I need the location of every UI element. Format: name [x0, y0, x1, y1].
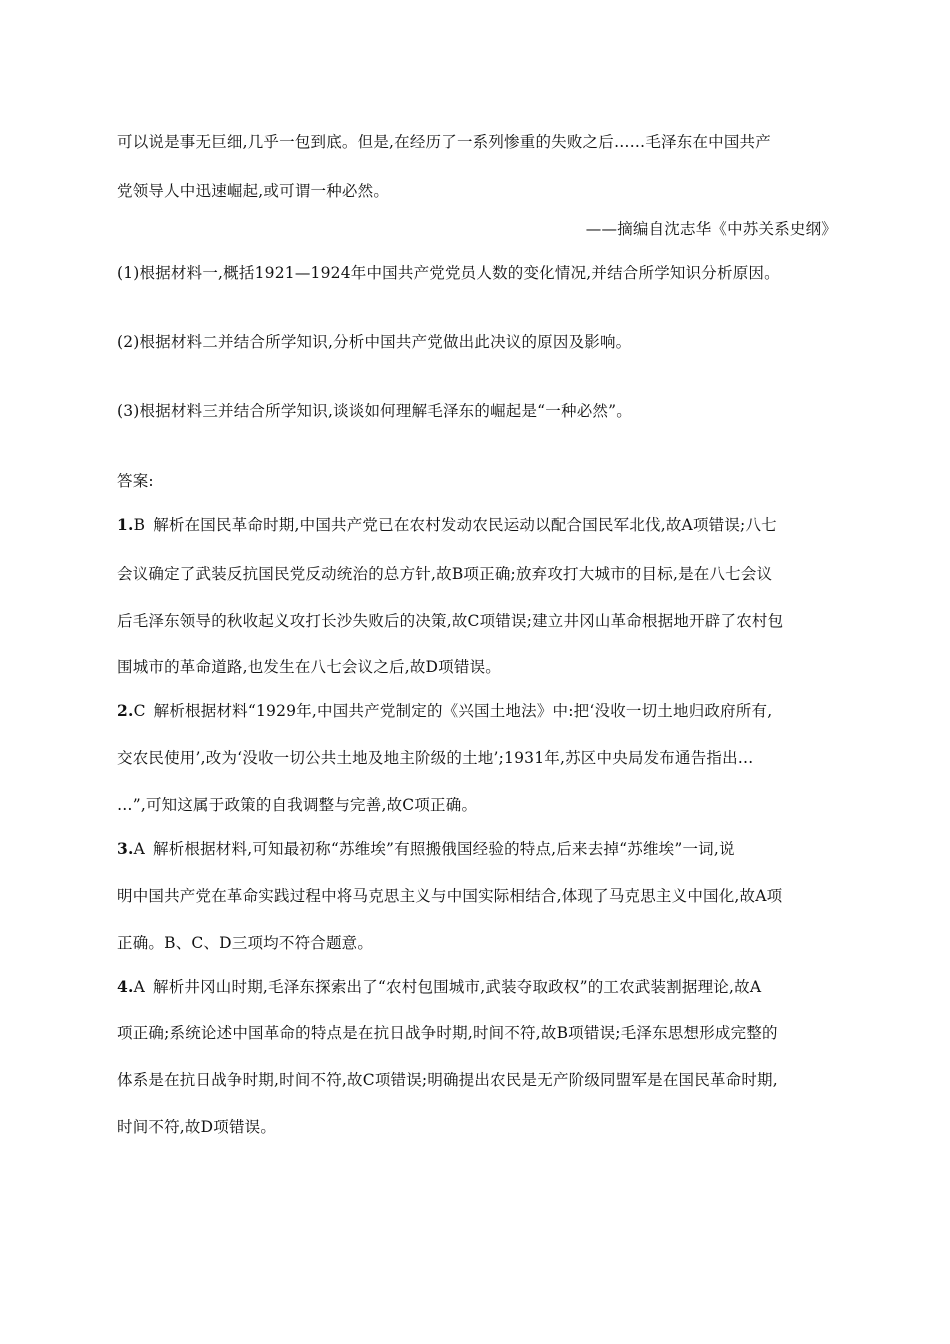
answer-1-line: 围城市的革命道路,也发生在八七会议之后,故D项错误。 — [117, 658, 501, 676]
answer-explanation: 解析井冈山时期,毛泽东探索出了“农村包围城市,武装夺取政权”的工农武装割据理论,故A — [153, 978, 762, 996]
answer-2-line — [117, 700, 837, 722]
answer-explanation: 解析在国民革命时期,中国共产党已在农村发动农民运动以配合国民军北伐,故A项错误;八七 — [153, 516, 777, 534]
material-source: ——摘编自沈志华《中苏关系史纲》 — [585, 220, 837, 238]
question-1: (1)根据材料一,概括1921—1924年中国共产党党员人数的变化情况,并结合所学知识分析原因。 — [117, 264, 780, 282]
answer-4-line: 项正确;系统论述中国革命的特点是在抗日战争时期,时间不符,故B项错误;毛泽东思想形成完整的 — [117, 1024, 778, 1042]
answer-choice: C — [133, 702, 146, 720]
answer-choice: A — [133, 840, 145, 858]
answer-number: 2. — [117, 701, 134, 720]
answer-3-line: 明中国共产党在革命实践过程中将马克思主义与中国实际相结合,体现了马克思主义中国化,故A项 — [117, 887, 783, 905]
answer-number: 4. — [117, 977, 134, 996]
answer-explanation: 解析根据材料“1929年,中国共产党制定的《兴国土地法》中:把‘没收一切土地归政府所有, — [153, 702, 773, 720]
answer-2-line: …”,可知这属于政策的自我调整与完善,故C项正确。 — [117, 796, 478, 814]
answer-number: 1. — [117, 515, 134, 534]
question-2: (2)根据材料二并结合所学知识,分析中国共产党做出此决议的原因及影响。 — [117, 333, 632, 351]
answer-number: 3. — [117, 839, 134, 858]
answer-1-line — [117, 514, 837, 536]
answer-4-line — [117, 976, 837, 998]
answer-3-line — [117, 838, 837, 860]
answer-choice: B — [133, 516, 146, 534]
answer-2-line: 交农民使用’,改为‘没收一切公共土地及地主阶级的土地’;1931年,苏区中央局发布通告指出… — [117, 749, 754, 767]
answer-4-line: 时间不符,故D项错误。 — [117, 1118, 277, 1136]
answer-4-line: 体系是在抗日战争时期,时间不符,故C项错误;明确提出农民是无产阶级同盟军是在国民革命时期, — [117, 1071, 778, 1089]
answer-3-line: 正确。B、C、D三项均不符合题意。 — [117, 934, 374, 952]
answer-1-line: 后毛泽东领导的秋收起义攻打长沙失败后的决策,故C项错误;建立井冈山革命根据地开辟了农村包 — [117, 612, 784, 630]
answer-choice: A — [133, 978, 145, 996]
material-text-line: 可以说是事无巨细,几乎一包到底。但是,在经历了一系列惨重的失败之后……毛泽东在中国共产 — [117, 133, 771, 151]
answers-heading: 答案: — [117, 472, 154, 490]
answer-1-line: 会议确定了武装反抗国民党反动统治的总方针,故B项正确;放弃攻打大城市的目标,是在八七会议 — [117, 565, 773, 583]
question-3: (3)根据材料三并结合所学知识,谈谈如何理解毛泽东的崛起是“一种必然”。 — [117, 402, 632, 420]
answer-explanation: 解析根据材料,可知最初称“苏维埃”有照搬俄国经验的特点,后来去掉“苏维埃”一词,说 — [153, 840, 735, 858]
material-text-line: 党领导人中迅速崛起,或可谓一种必然。 — [117, 182, 390, 200]
